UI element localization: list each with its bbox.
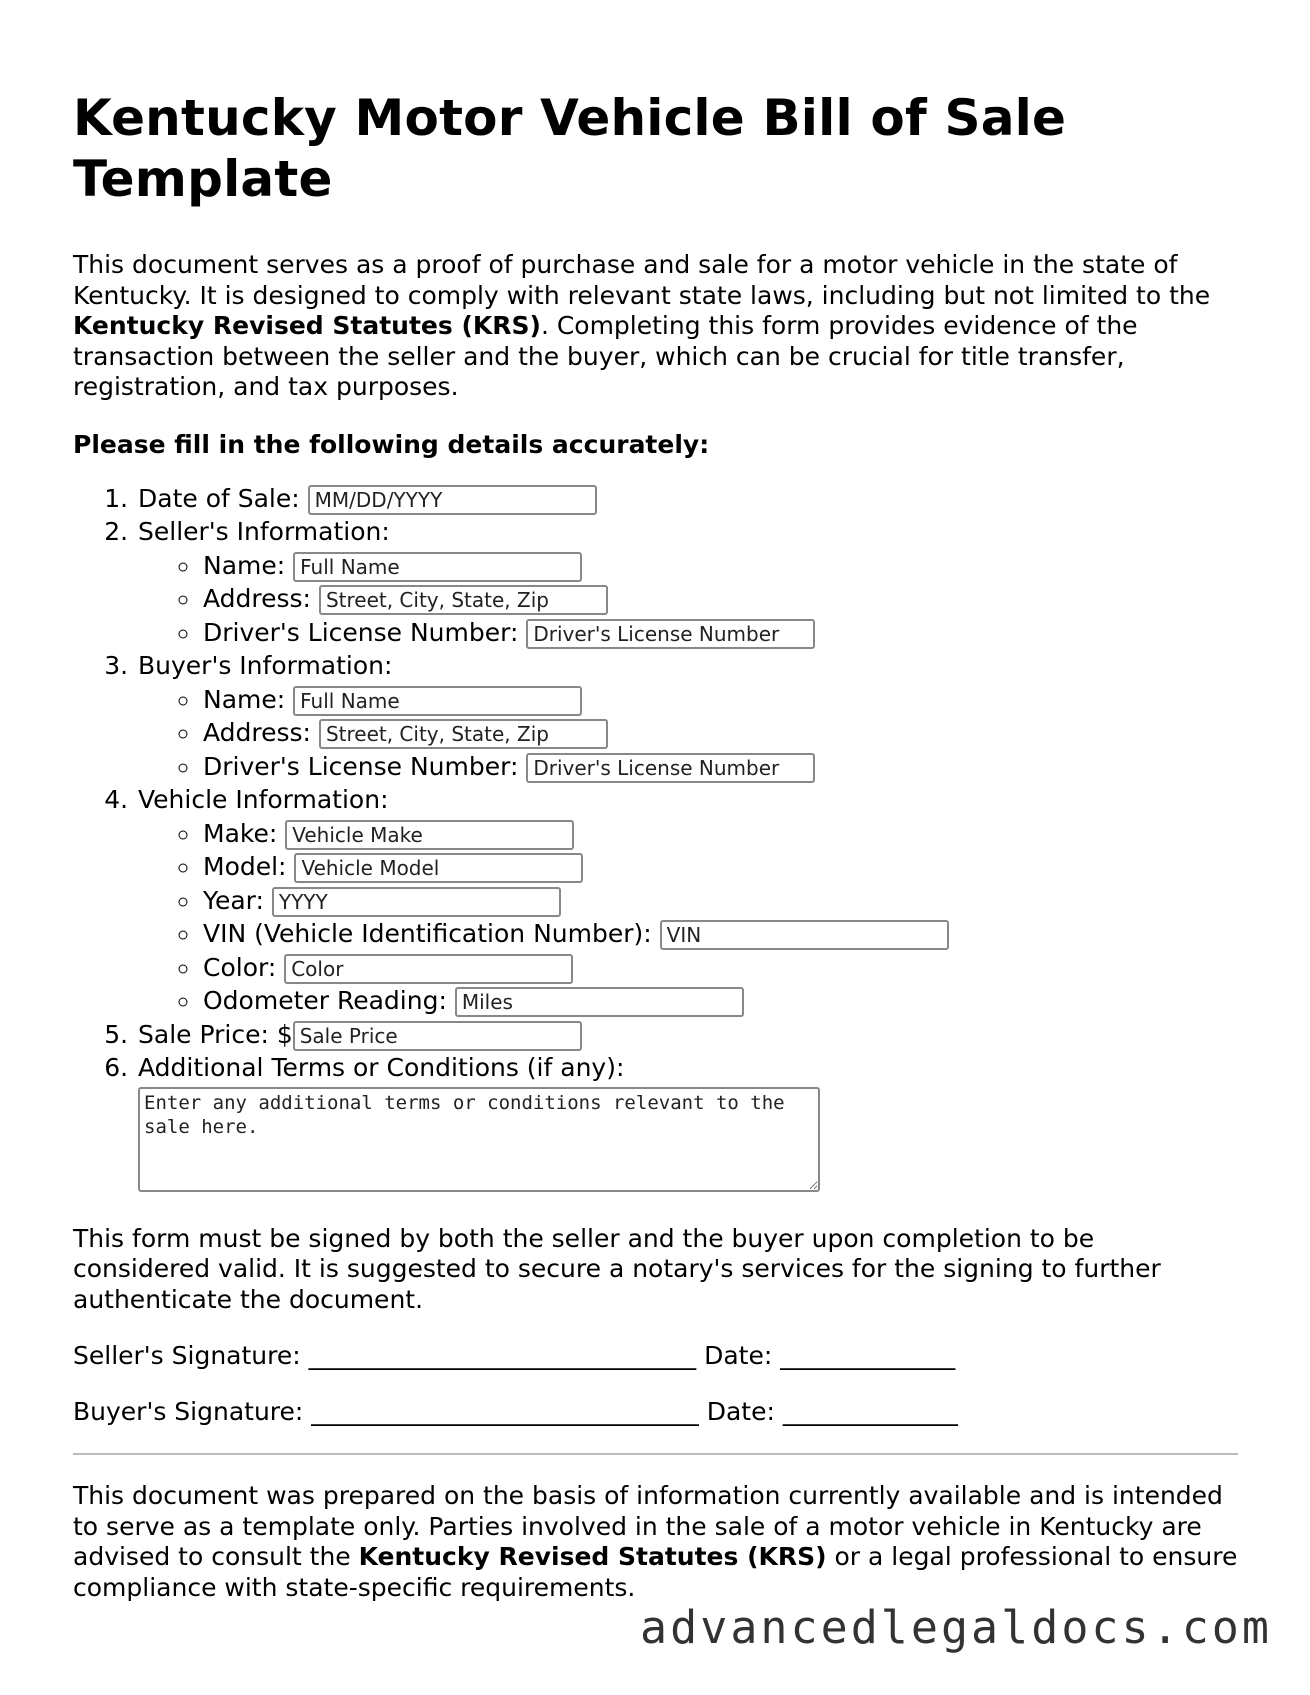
seller-date-line: ______________	[780, 1341, 956, 1370]
document	[73, 88, 1238, 1603]
seller-license-input[interactable]	[526, 619, 815, 649]
date-of-sale-item	[136, 482, 1238, 516]
sale-price-label: Sale Price: $	[138, 1019, 293, 1049]
seller-address-input[interactable]	[319, 585, 608, 615]
terms-textarea[interactable]	[138, 1087, 820, 1192]
buyer-license-label: Driver's License Number:	[203, 751, 519, 781]
disclaimer-krs-bold: Kentucky Revised Statutes (KRS)	[358, 1542, 827, 1571]
intro-krs-bold: Kentucky Revised Statutes (KRS)	[73, 311, 541, 340]
date-of-sale-input[interactable]	[308, 485, 597, 515]
form-list	[73, 482, 1238, 1192]
vehicle-info-item	[136, 783, 1238, 1018]
seller-address-item	[201, 582, 1238, 616]
buyer-fields	[138, 683, 1238, 784]
intro-text-after: . Completing this form provides evidence of the transaction between the seller and the buyer, which can be crucial for title transfer, registration, and tax purposes.	[73, 311, 1138, 401]
buyer-address-input[interactable]	[319, 719, 608, 749]
vehicle-info-label: Vehicle Information:	[138, 785, 389, 814]
closing-paragraph: This form must be signed by both the seller and the buyer upon completion to be considered valid. It is suggested to secure a notary's services for the signing to further authenticate the document.	[73, 1223, 1161, 1314]
seller-name-item	[201, 549, 1238, 583]
buyer-name-label: Name:	[203, 684, 286, 714]
vehicle-model-label: Model:	[203, 852, 287, 881]
buyer-license-item	[201, 750, 1238, 784]
vehicle-year-label: Year:	[203, 885, 264, 915]
seller-info-item	[136, 515, 1238, 649]
vehicle-make-input[interactable]	[285, 820, 574, 850]
buyer-name-input[interactable]	[293, 686, 582, 716]
vehicle-make-label: Make:	[203, 818, 278, 848]
terms-item	[136, 1051, 1238, 1192]
buyer-info-label: Buyer's Information:	[138, 651, 393, 680]
vehicle-vin-item	[201, 917, 1238, 951]
seller-name-label: Name:	[203, 550, 286, 580]
vehicle-year-input[interactable]	[272, 887, 561, 917]
terms-label: Additional Terms or Conditions (if any):	[138, 1053, 625, 1082]
seller-license-label: Driver's License Number:	[203, 617, 519, 647]
vehicle-color-label: Color:	[203, 952, 277, 982]
seller-name-input[interactable]	[293, 552, 582, 582]
buyer-address-item	[201, 716, 1238, 750]
vehicle-odometer-item	[201, 984, 1238, 1018]
vehicle-fields	[138, 817, 1238, 1018]
buyer-signature-row	[73, 1397, 1238, 1427]
vehicle-odometer-label: Odometer Reading:	[203, 986, 447, 1015]
vehicle-odometer-input[interactable]	[455, 987, 744, 1017]
date-of-sale-label: Date of Sale:	[138, 483, 300, 513]
sale-price-input[interactable]	[293, 1021, 582, 1051]
vehicle-vin-input[interactable]	[660, 920, 949, 950]
seller-signature-line: _______________________________	[308, 1341, 697, 1370]
disclaimer-text-after: or a legal professional to ensure compliance with state-specific requirements.	[73, 1542, 1238, 1602]
buyer-date-label: Date:	[706, 1397, 775, 1426]
buyer-info-item	[136, 649, 1238, 783]
vehicle-vin-label: VIN (Vehicle Identification Number):	[203, 919, 652, 948]
section-divider	[73, 1453, 1238, 1455]
seller-license-item	[201, 616, 1238, 650]
intro-text-before: This document serves as a proof of purchase and sale for a motor vehicle in the state of Kentucky. It is designed to comply with relevant state laws, including but not limited to the	[73, 250, 1211, 310]
buyer-date-line: ______________	[782, 1397, 958, 1426]
disclaimer-paragraph	[73, 1481, 1238, 1603]
buyer-signature-label: Buyer's Signature:	[73, 1397, 304, 1426]
watermark: advancedlegaldocs.com	[640, 1601, 1272, 1654]
intro-paragraph	[73, 250, 1238, 403]
vehicle-model-input[interactable]	[294, 853, 583, 883]
vehicle-make-item	[201, 817, 1238, 851]
buyer-name-item	[201, 683, 1238, 717]
buyer-license-input[interactable]	[526, 753, 815, 783]
buyer-signature-line: _______________________________	[311, 1397, 699, 1426]
buyer-address-label: Address:	[203, 718, 311, 747]
seller-info-label: Seller's Information:	[138, 517, 390, 546]
vehicle-color-input[interactable]	[284, 954, 573, 984]
vehicle-model-item	[201, 850, 1238, 884]
sale-price-item	[136, 1018, 1238, 1052]
seller-address-label: Address:	[203, 584, 311, 613]
seller-date-label: Date:	[704, 1341, 773, 1370]
seller-signature-label: Seller's Signature:	[73, 1341, 301, 1370]
seller-fields	[138, 549, 1238, 650]
vehicle-year-item	[201, 884, 1238, 918]
instruction-heading: Please fill in the following details accurately:	[73, 429, 710, 459]
page-title: Kentucky Motor Vehicle Bill of Sale Template	[73, 89, 1067, 208]
vehicle-color-item	[201, 951, 1238, 985]
seller-signature-row	[73, 1341, 1238, 1371]
disclaimer-text-before: This document was prepared on the basis of information currently available and is intended to serve as a template only. Parties involved in the sale of a motor vehicle in Kentucky are advised to consult the	[73, 1481, 1223, 1571]
